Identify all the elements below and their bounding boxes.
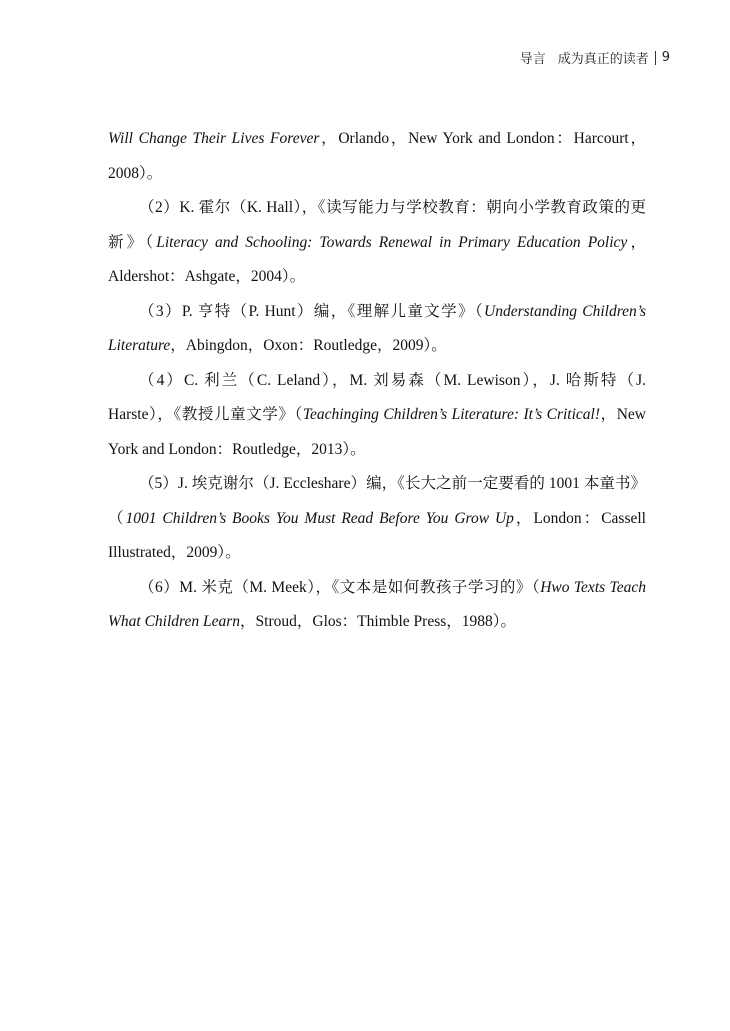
reference-publication: ，Aldershot：Ashgate，2004）。 [108, 233, 646, 285]
reference-title: Will Change Their Lives Forever [108, 130, 320, 147]
reference-author: （4）C. 利兰（C. Leland），M. 刘易森（M. Lewison），J. 哈斯特（J. Harste），《教授儿童文学》（ [108, 371, 646, 423]
reference-author: （2）K. 霍尔（K. Hall），《读写能力与学校教育：朝向小学教育政策的更新》（ [108, 199, 646, 251]
reference-title: Understanding Children’s Literature [108, 302, 647, 354]
page-number: 9 [661, 50, 670, 65]
reference-title: Literacy and Schooling: Towards Renewal in Primary Education Policy [156, 233, 628, 251]
reference-entry-continued [108, 122, 646, 191]
reference-author: （3）P. 亨特（P. Hunt）编，《理解儿童文学》（ [139, 302, 485, 320]
reference-list [108, 122, 646, 640]
running-header [520, 48, 670, 67]
reference-entry-5 [108, 467, 646, 571]
header-chapter-title: 成为真正的读者 [557, 52, 649, 67]
reference-title: Teachinging Children’s Literature: It’s Critical! [302, 406, 601, 423]
reference-entry-4 [108, 364, 646, 468]
header-divider [655, 51, 656, 65]
reference-title: Hwo Texts Teach What Children Learn [108, 578, 646, 630]
reference-publication: ，Stroud，Glos：Thimble Press，1988）。 [240, 613, 517, 630]
reference-author: （5）J. 埃克谢尔（J. Eccleshare）编，《长大之前一定要看的 1001 本童书》（ [108, 475, 646, 527]
reference-title: 1001 Children’s Books You Must Read Before You Grow Up [125, 509, 514, 527]
reference-author: （6）M. 米克（M. Meek），《文本是如何教孩子学习的》（ [139, 578, 541, 596]
reference-entry-6 [108, 571, 646, 640]
reference-entry-3 [108, 295, 646, 364]
header-section: 导言 [519, 52, 546, 67]
reference-publication: ，New York and London：Routledge，2013）。 [108, 406, 646, 458]
reference-publication: ，Abingdon，Oxon：Routledge，2009）。 [170, 337, 447, 354]
reference-entry-2 [108, 191, 646, 295]
reference-publication: ，London：Cassell Illustrated，2009）。 [108, 509, 646, 561]
reference-publication: ，Orlando，New York and London：Harcourt，2008）。 [108, 130, 646, 182]
